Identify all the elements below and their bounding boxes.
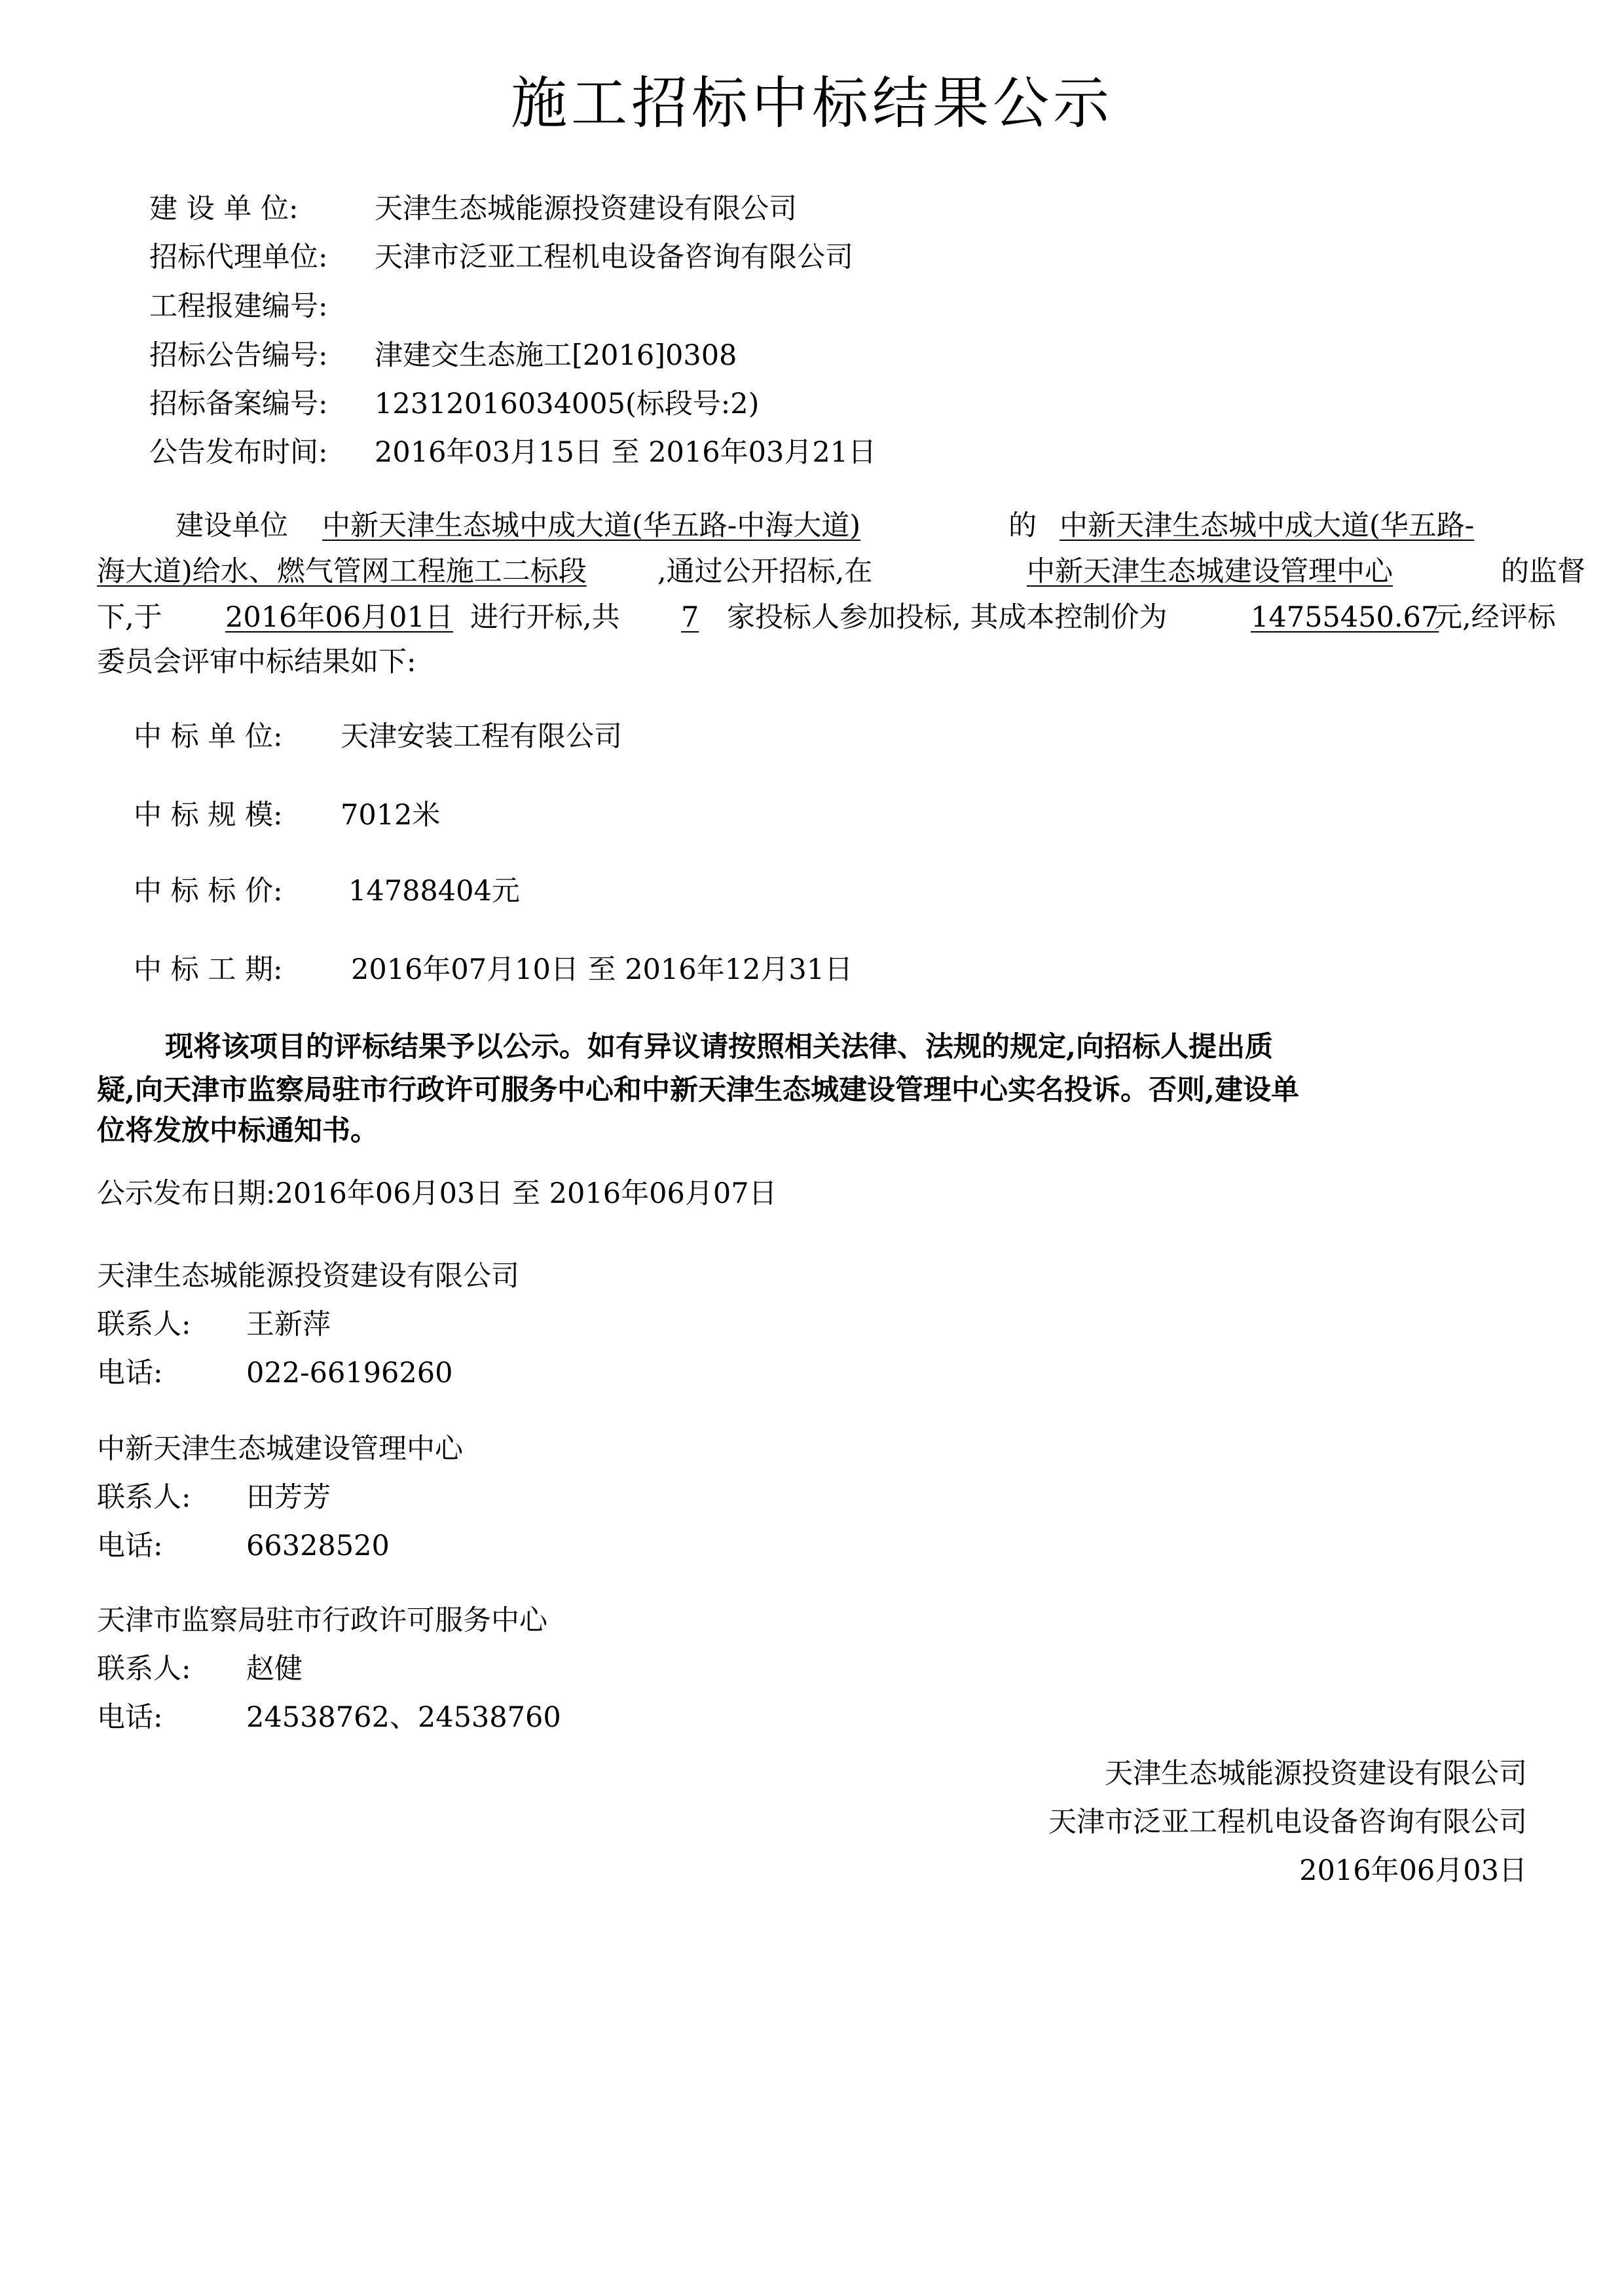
signature-org2: 天津市泛亚工程机电设备咨询有限公司 — [1048, 1806, 1527, 1839]
page-title: 施工招标中标结果公示 — [511, 71, 1113, 136]
notice-line2: 疑,向天津市监察局驻市行政许可服务中心和中新天津生态城建设管理中心实名投诉。否则,建设单 — [97, 1074, 1299, 1107]
contact3-org: 天津市监察局驻市行政许可服务中心 — [97, 1604, 547, 1637]
contact3-person: 赵健 — [246, 1653, 303, 1685]
contact2-org: 中新天津生态城建设管理中心 — [97, 1433, 463, 1465]
time-label: 公告发布时间: — [149, 436, 328, 469]
signature-org1: 天津生态城能源投资建设有限公司 — [1105, 1757, 1527, 1790]
contact2-phone-label: 电话: — [97, 1530, 163, 1562]
para1-line3-c: 家投标人参加投标, 其成本控制价为 — [727, 601, 1168, 634]
opening-date: 2016年06月01日 — [225, 601, 453, 634]
gg-value: 津建交生态施工[2016]0308 — [375, 339, 737, 372]
jianshe-label: 建 设 单 位: — [149, 193, 299, 225]
bidder-count: 7 — [681, 601, 699, 634]
win-scale-value: 7012米 — [341, 799, 441, 832]
ba-value: 12312016034005(标段号:2) — [375, 388, 760, 420]
section-name-part1: 中新天津生态城中成大道(华五路- — [1060, 509, 1475, 542]
time-value: 2016年03月15日 至 2016年03月21日 — [375, 436, 877, 469]
contact1-phone: 022-66196260 — [246, 1357, 453, 1389]
notice-line3: 位将发放中标通知书。 — [97, 1114, 378, 1147]
contact3-phone: 24538762、24538760 — [246, 1701, 561, 1734]
contact1-phone-label: 电话: — [97, 1357, 163, 1389]
win-unit-value: 天津安装工程有限公司 — [341, 720, 622, 753]
notice-line1: 现将该项目的评标结果予以公示。如有异议请按照相关法律、法规的规定,向招标人提出质 — [165, 1031, 1273, 1063]
jianshe-value: 天津生态城能源投资建设有限公司 — [375, 193, 797, 225]
win-price-value: 14788404元 — [348, 875, 520, 908]
contact1-person-label: 联系人: — [97, 1308, 191, 1341]
ba-label: 招标备案编号: — [149, 388, 328, 420]
signature-date: 2016年06月03日 — [1299, 1854, 1527, 1887]
contact1-person: 王新萍 — [246, 1308, 331, 1341]
win-scale-label: 中 标 规 模: — [134, 799, 283, 832]
contact2-phone: 66328520 — [246, 1530, 390, 1562]
agent-value: 天津市泛亚工程机电设备咨询有限公司 — [375, 241, 853, 274]
contact3-person-label: 联系人: — [97, 1653, 191, 1685]
contact2-person: 田芳芳 — [246, 1481, 331, 1514]
control-price: 14755450.67 — [1251, 601, 1439, 634]
para1-line3-a: 下,于 — [97, 601, 162, 634]
win-period-label: 中 标 工 期: — [134, 953, 283, 986]
para1-line2-a: ,通过公开招标,在 — [657, 555, 873, 588]
win-price-label: 中 标 标 价: — [134, 875, 283, 908]
win-period-value: 2016年07月10日 至 2016年12月31日 — [351, 953, 853, 986]
gg-label: 招标公告编号: — [149, 339, 328, 372]
bjno-label: 工程报建编号: — [149, 290, 328, 323]
publish-period: 公示发布日期:2016年06月03日 至 2016年06月07日 — [97, 1177, 777, 1210]
contact3-phone-label: 电话: — [97, 1701, 163, 1734]
contact1-org: 天津生态城能源投资建设有限公司 — [97, 1260, 519, 1293]
project-name: 中新天津生态城中成大道(华五路-中海大道) — [322, 509, 861, 542]
para1-line3-d: 元,经评标 — [1434, 601, 1556, 634]
para1-line1-a: 建设单位 — [175, 509, 288, 542]
supervisor-name: 中新天津生态城建设管理中心 — [1027, 555, 1393, 588]
para1-line4: 委员会评审中标结果如下: — [97, 646, 416, 678]
para1-line1-b: 的 — [1008, 509, 1037, 542]
agent-label: 招标代理单位: — [149, 241, 328, 274]
para1-line3-b: 进行开标,共 — [470, 601, 620, 634]
para1-line2-b: 的监督 — [1501, 555, 1585, 588]
contact2-person-label: 联系人: — [97, 1481, 191, 1514]
section-name-part2: 海大道)给水、燃气管网工程施工二标段 — [97, 555, 587, 588]
win-unit-label: 中 标 单 位: — [134, 720, 283, 753]
